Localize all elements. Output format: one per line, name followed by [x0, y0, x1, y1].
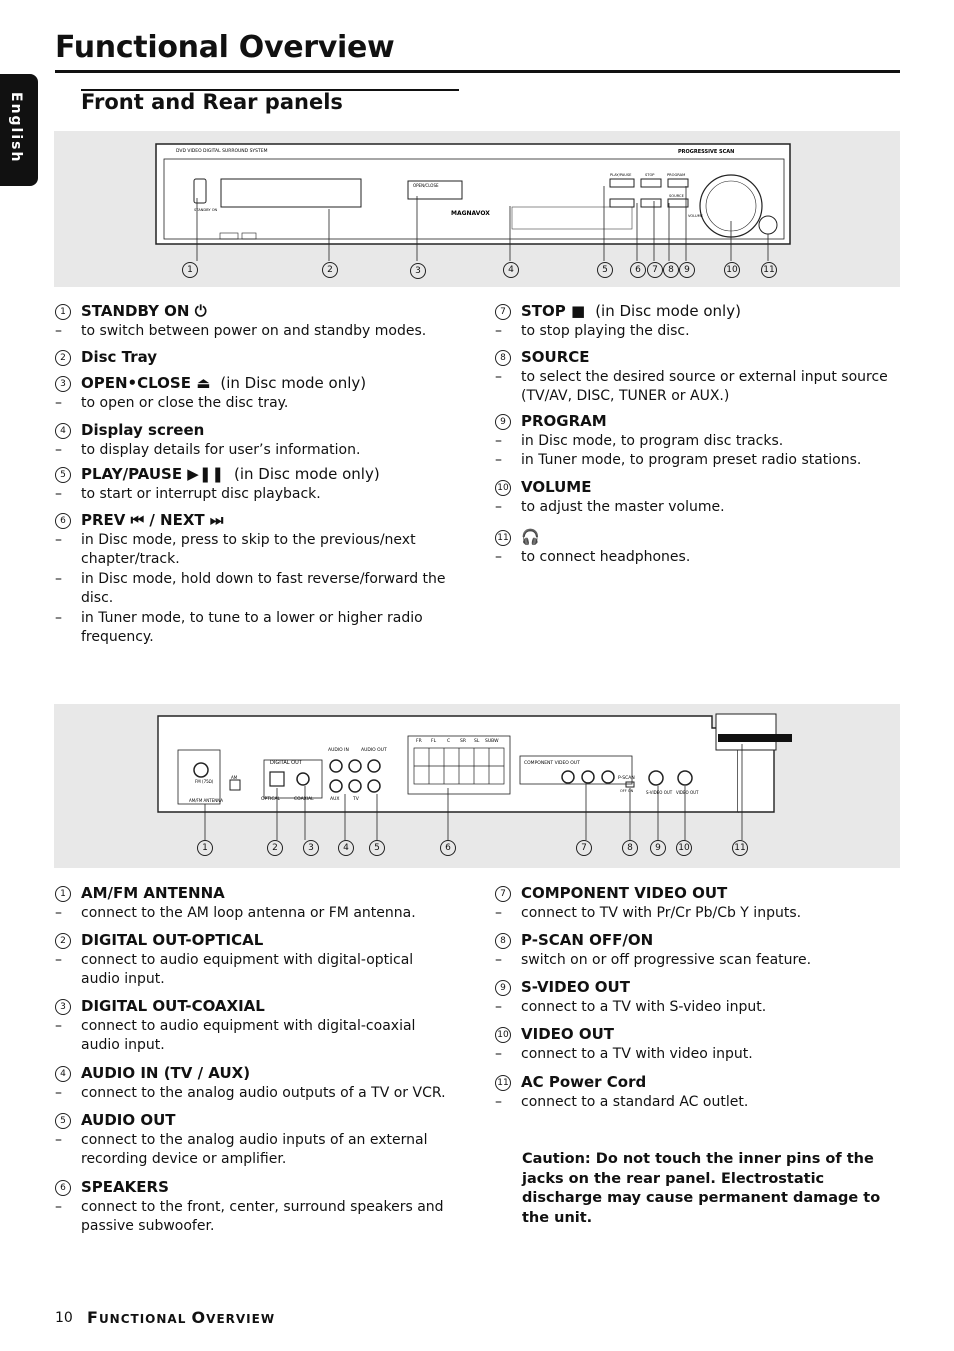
- feature-title: VOLUME: [521, 478, 592, 496]
- feature-heading: [495, 931, 895, 951]
- feature-description-list: [55, 951, 455, 990]
- feature-title: VIDEO OUT: [521, 1025, 615, 1043]
- front-callout-7: 7: [647, 262, 663, 278]
- feature-number: 7: [495, 886, 511, 902]
- feature-title: S-VIDEO OUT: [521, 978, 630, 996]
- feature-item: [55, 1064, 455, 1103]
- feature-item: [495, 1073, 895, 1112]
- feature-title: AUDIO OUT: [81, 1111, 176, 1129]
- feature-title: PLAY/PAUSE ▶❚❚: [81, 465, 224, 483]
- front-callout-5: 5: [597, 262, 613, 278]
- feature-description: – connect to audio equipment with digital-coaxial audio input.: [55, 1017, 455, 1056]
- page-title: Functional Overview: [55, 30, 395, 65]
- rear-callout-7: 7: [576, 840, 592, 856]
- feature-description: – in Tuner mode, to tune to a lower or higher radio frequency.: [55, 609, 455, 648]
- feature-description: – connect to audio equipment with digital-optical audio input.: [55, 951, 455, 990]
- language-tab: [0, 74, 38, 186]
- video-out-label: VIDEO OUT: [676, 790, 699, 795]
- feature-item: [495, 528, 895, 567]
- feature-item: [495, 1025, 895, 1064]
- feature-description-list: [495, 1045, 895, 1065]
- front-panel-figure: [54, 131, 900, 287]
- feature-heading: [55, 421, 455, 441]
- feature-item: [55, 465, 455, 504]
- feature-number: 4: [55, 423, 71, 439]
- front-callout-2: 2: [322, 262, 338, 278]
- feature-description: – to adjust the master volume.: [495, 498, 895, 518]
- feature-description: – in Disc mode, to program disc tracks.: [495, 432, 895, 452]
- antenna-label: AM/FM ANTENNA: [189, 798, 223, 803]
- feature-item: [55, 884, 455, 923]
- feature-description-list: [495, 368, 895, 407]
- rear-callout-3: 3: [303, 840, 319, 856]
- pscan-states: OFF ON: [620, 789, 634, 793]
- feature-number: 3: [55, 999, 71, 1015]
- feature-item: [495, 931, 895, 970]
- speaker-label-subw: SUBW: [485, 739, 499, 744]
- feature-description-list: [55, 1084, 455, 1104]
- rear-panel-drawing: [54, 704, 900, 868]
- feature-heading: [495, 528, 895, 548]
- feature-description: – switch on or off progressive scan feature.: [495, 951, 895, 971]
- feature-note: (in Disc mode only): [233, 465, 380, 483]
- feature-description: – to select the desired source or external input source (TV/AV, DISC, TUNER or AUX.): [495, 368, 895, 407]
- feature-description: – to start or interrupt disc playback.: [55, 485, 455, 505]
- feature-number: 8: [495, 350, 511, 366]
- feature-heading: [55, 374, 455, 394]
- rear-callout-6: 6: [440, 840, 456, 856]
- feature-description-list: [495, 498, 895, 518]
- feature-description-list: [495, 1093, 895, 1113]
- feature-number: 9: [495, 980, 511, 996]
- front-callout-4: 4: [503, 262, 519, 278]
- play-pause-label: PLAY/PAUSE: [610, 173, 632, 177]
- front-callout-11: 11: [761, 262, 777, 278]
- rear-callout-8: 8: [622, 840, 638, 856]
- feature-number: 10: [495, 480, 511, 496]
- audio-out-label: AUDIO OUT: [361, 748, 387, 753]
- feature-item: [495, 978, 895, 1017]
- feature-number: 2: [55, 350, 71, 366]
- feature-title: AC Power Cord: [521, 1073, 647, 1091]
- feature-description: – connect to the analog audio inputs of an external recording device or amplifier.: [55, 1131, 455, 1170]
- feature-title: PROGRAM: [521, 412, 607, 430]
- feature-heading: [55, 348, 455, 368]
- feature-description-list: [495, 904, 895, 924]
- feature-description: – to display details for user’s information.: [55, 441, 455, 461]
- feature-item: [55, 511, 455, 648]
- feature-description: – in Disc mode, press to skip to the previous/next chapter/track.: [55, 531, 455, 570]
- feature-number: 5: [55, 467, 71, 483]
- feature-heading: [55, 931, 455, 951]
- am-label: AM: [231, 775, 238, 780]
- feature-description-list: [495, 998, 895, 1018]
- feature-title: Display screen: [81, 421, 205, 439]
- feature-description: – connect to the front, center, surround speakers and passive subwoofer.: [55, 1198, 455, 1237]
- feature-title: 🎧: [521, 528, 540, 546]
- fm-label: FM (75Ω): [195, 779, 214, 784]
- pscan-label: P-SCAN: [618, 776, 635, 781]
- feature-note: (in Disc mode only): [220, 374, 367, 392]
- speaker-label-sr: SR: [460, 739, 466, 744]
- feature-heading: [495, 302, 895, 322]
- feature-number: 3: [55, 376, 71, 392]
- rear-callout-11: 11: [732, 840, 748, 856]
- stop-label: STOP: [645, 173, 655, 177]
- feature-description-list: [55, 441, 455, 461]
- feature-title: OPEN•CLOSE ⏏: [81, 374, 211, 392]
- feature-number: 11: [495, 1075, 511, 1091]
- footer-title-f: F: [87, 1308, 99, 1327]
- feature-description-list: [55, 1131, 455, 1170]
- feature-item: [55, 1111, 455, 1170]
- feature-note: (in Disc mode only): [595, 302, 741, 320]
- svideo-label: S-VIDEO OUT: [646, 790, 673, 795]
- feature-title: DIGITAL OUT-COAXIAL: [81, 997, 265, 1015]
- coaxial-label: COAXIAL: [294, 797, 314, 802]
- program-label: PROGRAM: [667, 173, 686, 177]
- feature-title: STOP ■: [521, 302, 586, 320]
- section-title: Front and Rear panels: [81, 90, 343, 114]
- rear-callout-5: 5: [369, 840, 385, 856]
- footer-title-o: O: [191, 1308, 207, 1327]
- feature-description-list: [55, 1017, 455, 1056]
- feature-item: [495, 302, 895, 341]
- feature-description-list: [495, 951, 895, 971]
- feature-description: – to stop playing the disc.: [495, 322, 895, 342]
- feature-heading: [55, 465, 455, 485]
- source-label: SOURCE: [669, 194, 684, 198]
- feature-heading: [55, 1064, 455, 1084]
- feature-item: [55, 931, 455, 990]
- front-callout-9: 9: [679, 262, 695, 278]
- caution-note: Caution: Do not touch the inner pins of the jacks on the rear panel. Electrostatic discharge may cause permanent damage to the unit.: [522, 1151, 881, 1226]
- feature-description-list: [55, 322, 455, 342]
- feature-description-list: [55, 394, 455, 414]
- feature-item: [55, 374, 455, 413]
- feature-description: – connect to a standard AC outlet.: [495, 1093, 895, 1113]
- feature-item: [495, 478, 895, 517]
- feature-title: P-SCAN OFF/ON: [521, 931, 654, 949]
- page-number: 10: [55, 1310, 73, 1326]
- feature-number: 1: [55, 886, 71, 902]
- tv-label: TV: [353, 797, 359, 802]
- brand-label: MAGNAVOX: [451, 210, 490, 217]
- feature-heading: [495, 412, 895, 432]
- feature-title: Disc Tray: [81, 348, 158, 366]
- footer-title-rest1: UNCTIONAL: [98, 1312, 192, 1326]
- speaker-label-fr: FR: [416, 739, 422, 744]
- feature-number: 6: [55, 1180, 71, 1196]
- feature-item: [55, 302, 455, 341]
- aux-label: AUX: [330, 797, 340, 802]
- rear-callout-10: 10: [676, 840, 692, 856]
- front-top-text: DVD VIDEO DIGITAL SURROUND SYSTEM: [176, 149, 268, 154]
- feature-number: 2: [55, 933, 71, 949]
- feature-description-list: [55, 531, 455, 648]
- feature-description: – connect to a TV with video input.: [495, 1045, 895, 1065]
- front-callout-1: 1: [182, 262, 198, 278]
- feature-title: AUDIO IN (TV / AUX): [81, 1064, 251, 1082]
- feature-description: – in Disc mode, hold down to fast reverse/forward the disc.: [55, 570, 455, 609]
- feature-item: [55, 421, 455, 460]
- feature-title: SPEAKERS: [81, 1178, 169, 1196]
- progressive-label: PROGRESSIVE SCAN: [678, 149, 735, 155]
- feature-heading: [495, 478, 895, 498]
- feature-item: [55, 348, 455, 368]
- feature-heading: [495, 1073, 895, 1093]
- feature-title: DIGITAL OUT-OPTICAL: [81, 931, 264, 949]
- feature-description: – connect to the analog audio outputs of a TV or VCR.: [55, 1084, 455, 1104]
- feature-title: STANDBY ON ⏻: [81, 302, 207, 320]
- feature-number: 7: [495, 304, 511, 320]
- feature-heading: [55, 997, 455, 1017]
- feature-heading: [495, 884, 895, 904]
- digital-out-label: DIGITAL OUT: [270, 760, 302, 766]
- open-close-label: OPEN/CLOSE: [413, 183, 439, 188]
- feature-number: 6: [55, 513, 71, 529]
- feature-description: – connect to TV with Pr/Cr Pb/Cb Y inputs.: [495, 904, 895, 924]
- feature-description: – in Tuner mode, to program preset radio stations.: [495, 451, 895, 471]
- footer-title-rest2: VERVIEW: [206, 1312, 276, 1326]
- feature-description-list: [495, 432, 895, 471]
- front-callout-10: 10: [724, 262, 740, 278]
- feature-description-list: [495, 548, 895, 568]
- rear-callout-2: 2: [267, 840, 283, 856]
- feature-description-list: [495, 322, 895, 342]
- feature-title: PREV ⏮ / NEXT ⏭: [81, 511, 224, 529]
- feature-number: 8: [495, 933, 511, 949]
- front-callout-6: 6: [630, 262, 646, 278]
- feature-item: [495, 348, 895, 407]
- feature-title: COMPONENT VIDEO OUT: [521, 884, 728, 902]
- front-callout-8: 8: [663, 262, 679, 278]
- volume-label: VOLUME: [688, 214, 704, 218]
- footer-title: [87, 1308, 275, 1327]
- language-tab-label: English: [8, 92, 24, 164]
- component-label: COMPONENT VIDEO OUT: [524, 761, 580, 766]
- rear-panel-figure: [54, 704, 900, 868]
- feature-heading: [55, 511, 455, 531]
- rear-callout-9: 9: [650, 840, 666, 856]
- feature-description-list: [55, 904, 455, 924]
- feature-heading: [55, 302, 455, 322]
- feature-item: [55, 997, 455, 1056]
- audio-in-label: AUDIO IN: [328, 748, 349, 753]
- rear-callout-1: 1: [197, 840, 213, 856]
- speaker-label-sl: SL: [474, 739, 480, 744]
- title-rule: [55, 70, 900, 73]
- feature-item: [495, 412, 895, 471]
- feature-heading: [55, 1178, 455, 1198]
- feature-description: – connect to the AM loop antenna or FM antenna.: [55, 904, 455, 924]
- feature-description: – to switch between power on and standby modes.: [55, 322, 455, 342]
- feature-heading: [495, 348, 895, 368]
- feature-heading: [495, 1025, 895, 1045]
- feature-title: AM/FM ANTENNA: [81, 884, 225, 902]
- feature-number: 4: [55, 1066, 71, 1082]
- standby-label: STANDBY ON: [194, 208, 218, 212]
- feature-heading: [55, 1111, 455, 1131]
- feature-number: 10: [495, 1027, 511, 1043]
- feature-title: SOURCE: [521, 348, 590, 366]
- feature-description: – to open or close the disc tray.: [55, 394, 455, 414]
- feature-item: [495, 884, 895, 923]
- feature-description: – connect to a TV with S-video input.: [495, 998, 895, 1018]
- feature-number: 1: [55, 304, 71, 320]
- feature-heading: [55, 884, 455, 904]
- feature-description-list: [55, 485, 455, 505]
- feature-description-list: [55, 1198, 455, 1237]
- front-callout-3: 3: [410, 263, 426, 279]
- feature-number: 5: [55, 1113, 71, 1129]
- feature-heading: [495, 978, 895, 998]
- optical-label: OPTICAL: [261, 797, 281, 802]
- speaker-label-fl: FL: [431, 739, 437, 744]
- feature-number: 9: [495, 414, 511, 430]
- speaker-label-c: C: [447, 739, 451, 744]
- rear-callout-4: 4: [338, 840, 354, 856]
- feature-number: 11: [495, 530, 511, 546]
- feature-description: – to connect headphones.: [495, 548, 895, 568]
- feature-item: [55, 1178, 455, 1237]
